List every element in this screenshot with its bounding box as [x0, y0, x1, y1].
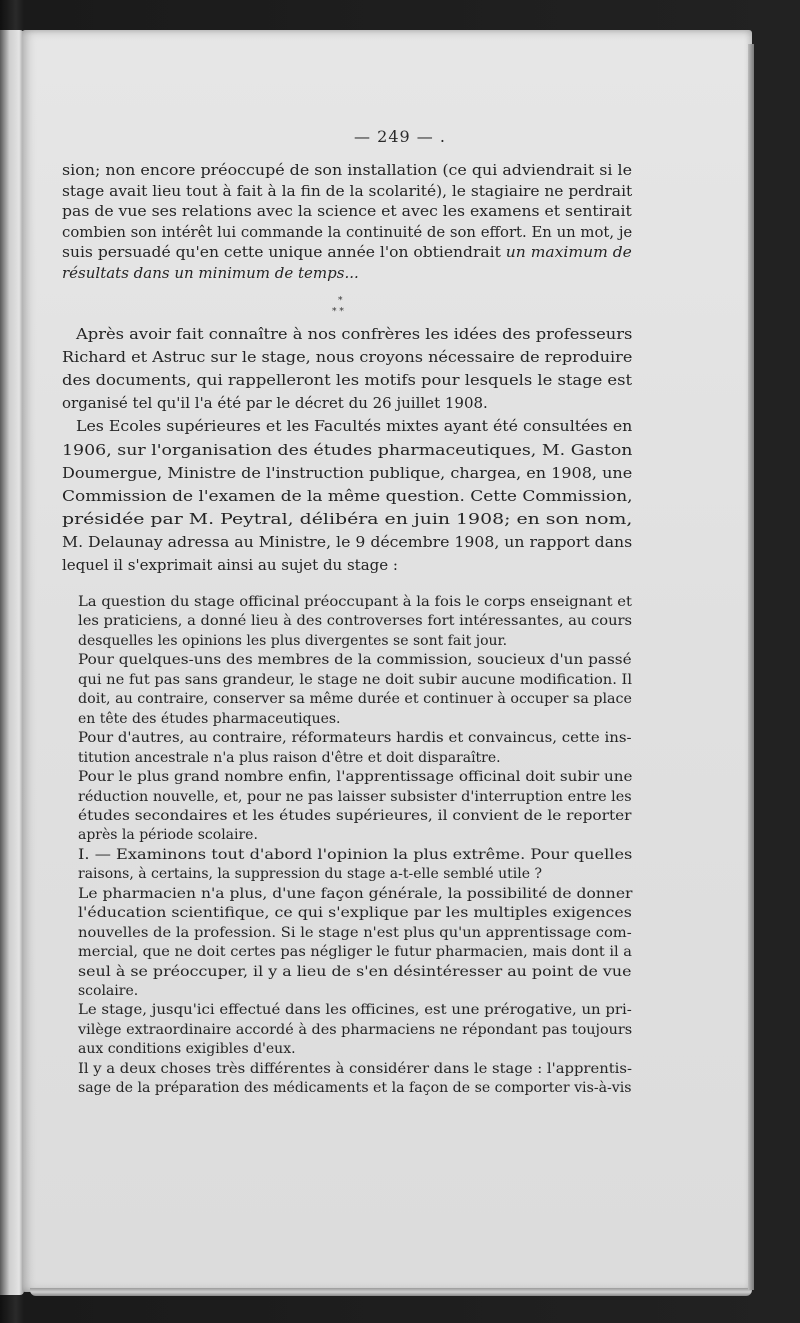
quote-line: Pour le plus grand nombre enfin, l'apprentissage officinal doit subir une [78, 769, 633, 786]
quote-line: I. — Examinons tout d'abord l'opinion la plus extrême. Pour quelles [78, 846, 633, 863]
body-line: M. Delaunay adressa au Ministre, le 9 décembre 1908, un rapport dans [62, 532, 633, 551]
quote-line: mercial, que ne doit certes pas négliger le futur pharmacien, mais dont il a [78, 944, 632, 961]
body-line: des documents, qui rappelleront les motifs pour lesquels le stage est [62, 371, 633, 390]
quote-line: Le pharmacien n'a plus, d'une façon générale, la possibilité de donner [78, 885, 633, 902]
quote-line: desquelles les opinions les plus divergentes se sont fait jour. [78, 632, 508, 649]
quote-line: titution ancestrale n'a plus raison d'être et doit disparaître. [78, 749, 501, 766]
quote-line: nouvelles de la profession. Si le stage n'est plus qu'un apprentissage com- [78, 924, 632, 941]
body-line: Les Ecoles supérieures et les Facultés mixtes ayant été consultées en [76, 417, 633, 436]
page-number: — 249 — . [354, 127, 446, 146]
quote-line: réduction nouvelle, et, pour ne pas laisser subsister d'interruption entre les [78, 788, 632, 805]
quote-line: La question du stage officinal préoccupant à la fois le corps enseignant et [78, 594, 632, 610]
quote-line: seul à se préoccuper, il y a lieu de s'en désintéresser au point de vue [78, 963, 632, 980]
intro-line: combien son intérêt lui commande la continuité de son effort. En un mot, je [62, 222, 633, 241]
quote-line: l'éducation scientifique, ce qui s'explique par les multiples exigences [78, 905, 632, 922]
quote-line: raisons, à certains, la suppression du stage a-t-elle semblé utile ? [78, 866, 542, 883]
quote-line: scolaire. [78, 983, 139, 999]
quote-line: Pour quelques-uns des membres de la commission, soucieux d'un passé [78, 652, 632, 669]
italic-line: résultats dans un minimum de temps... [62, 264, 359, 282]
body-line: Commission de l'examen de la même question. Cette Commission, [62, 486, 633, 505]
intro-line: pas de vue ses relations avec la science et avec les examens et sentirait [62, 202, 632, 221]
quote-line: Le stage, jusqu'ici effectué dans les officines, est une prérogative, un pri- [78, 1002, 632, 1019]
body-line: Après avoir fait connaître à nos confrères les idées des professeurs [76, 325, 633, 343]
intro-line-with-italic [62, 243, 632, 261]
intro-line: stage avait lieu tout à fait à la fin de la scolarité), le stagiaire ne perdrait [62, 181, 633, 200]
intro-line: sion; non encore préoccupé de son installation (ce qui adviendrait si le [62, 161, 632, 179]
quote-line: études secondaires et les études supérieures, il convient de le reporter [78, 807, 632, 824]
quote-line: Pour d'autres, au contraire, réformateurs hardis et convaincus, cette ins- [78, 730, 632, 747]
quote-line: qui ne fut pas sans grandeur, le stage ne doit subir aucune modification. Il [78, 671, 633, 688]
separator-stars-bottom: * * [332, 307, 344, 317]
intro-line: suis persuadé qu'en cette unique année l'on obtiendrait [62, 243, 501, 262]
quote-line: les praticiens, a donné lieu à des controverses fort intéressantes, au cours [78, 613, 633, 630]
body-line: Doumergue, Ministre de l'instruction publique, chargea, en 1908, une [62, 463, 633, 482]
body-line: présidée par M. Peytral, délibéra en juin 1908; en son nom, [62, 509, 633, 528]
quote-line: aux conditions exigibles d'eux. [78, 1041, 296, 1058]
quote-line: Il y a deux choses très différentes à considérer dans le stage : l'apprentis- [78, 1060, 632, 1077]
page-bottom-edge [30, 1288, 752, 1296]
quote-line: vilège extraordinaire accordé à des pharmaciens ne répondant pas toujours [78, 1021, 633, 1038]
body-line: lequel il s'exprimait ainsi au sujet du stage : [62, 556, 398, 574]
body-line: organisé tel qu'il l'a été par le décret du 26 juillet 1908. [62, 394, 488, 413]
quote-line: sage de la préparation des médicaments et la façon de se comporter vis-à-vis [78, 1080, 632, 1097]
body-line: 1906, sur l'organisation des études pharmaceutiques, M. Gaston [62, 440, 633, 459]
previous-page-edge [0, 30, 24, 1295]
quote-line: après la période scolaire. [78, 827, 258, 844]
separator-star-top: * [338, 296, 343, 306]
quote-line: doit, au contraire, conserver sa même durée et continuer à occuper sa place [78, 691, 632, 708]
page-right-edge [748, 44, 754, 1290]
quote-line: en tête des études pharmaceutiques. [78, 710, 341, 727]
italic-phrase: un maximum de [505, 243, 632, 262]
body-line: Richard et Astruc sur le stage, nous croyons nécessaire de reproduire [62, 348, 633, 367]
